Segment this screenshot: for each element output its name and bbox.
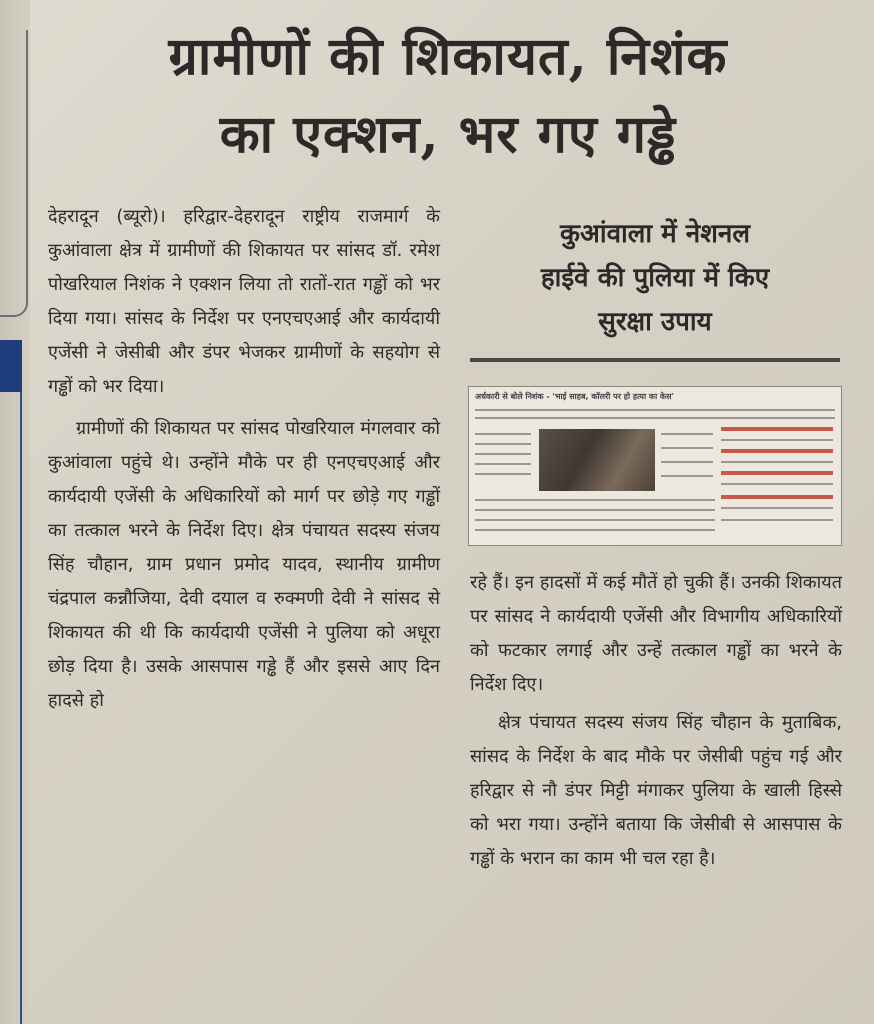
clipping-highlight [721,449,833,453]
headline-line-2: का एक्शन, भर गए गड्ढे [219,104,677,165]
clipping-text-line [721,461,833,463]
clipping-text-line [475,509,715,511]
clipping-text-line [475,417,835,419]
blue-rule [20,392,22,1024]
headline [48,18,848,174]
right-paragraph-2: क्षेत्र पंचायत सदस्य संजय सिंह चौहान के मुताबिक, सांसद के निर्देश के बाद मौके पर जेसीबी पहुंच गई और हरिद्वार से नौ डंपर मिट्टी मंगाकर पुलिया के खाली हिस्से को भरा गया। उन्होंने बताया कि जेसीबी से आसपास के गड्ढों के भरान का काम भी चल रहा है। [470,712,842,869]
right-column [470,566,842,876]
adjacent-box-border [0,30,28,317]
subheadline-line-2: हाईवे की पुलिया में किए [540,263,770,293]
clipping-text-line [721,507,833,509]
subheadline-line-1: कुआंवाला में नेशनल [560,219,750,249]
blue-marker [0,340,22,392]
left-column [48,200,440,718]
clipping-text-line [475,409,835,411]
clipping-caption: अर्धकारी से बोले निशंक - 'भाई साहब, कॉलरी पर हो हत्या का केस' [475,392,674,401]
headline-line-1: ग्रामीणों की शिकायत, निशंक [168,26,728,87]
clipping-text-line [475,473,531,475]
subheadline [470,212,840,344]
clipping-highlight [721,495,833,499]
section-rule [470,358,840,362]
clipping-text-line [721,483,833,485]
clipping-text-line [475,519,715,521]
clipping-text-line [475,453,531,455]
clipping-text-line [721,439,833,441]
clipping-text-line [475,463,531,465]
clipping-text-line [661,475,713,477]
clipping-text-line [721,519,833,521]
clipping-text-line [475,499,715,501]
clipping-text-line [661,461,713,463]
newspaper-clipping-image [468,386,842,546]
left-paragraph-1: देहरादून (ब्यूरो)। हरिद्वार-देहरादून राष्ट्रीय राजमार्ग के कुआंवाला क्षेत्र में ग्रामीणों की शिकायत पर सांसद डॉ. रमेश पोखरियाल निशंक ने एक्शन लिया तो रातों-रात गड्ढों को भर दिया गया। सांसद के निर्देश पर एनएचएआई और कार्यदायी एजेंसी ने जेसीबी और डंपर भेजकर ग्रामीणों के सहयोग से गड्ढों को भर दिया। [48,206,440,397]
clipping-highlight [721,427,833,431]
clipping-highlight [721,471,833,475]
clipping-text-line [661,447,713,449]
adjacent-column-edge [0,0,30,1024]
clipping-text-line [475,443,531,445]
left-paragraph-2: ग्रामीणों की शिकायत पर सांसद पोखरियाल मंगलवार को कुआंवाला पहुंचे थे। उन्होंने मौके पर ही एनएचएआई और कार्यदायी एजेंसी के अधिकारियों को मार्ग पर छोड़े गए गड्ढों का तत्काल भरने के निर्देश दिए। क्षेत्र पंचायत सदस्य संजय सिंह चौहान, ग्राम प्रधान प्रमोद यादव, स्थानीय ग्रामीण चंद्रपाल कन्नौजिया, देवी दयाल व रुक्मणी देवी ने सांसद से शिकायत की थी कि कार्यदायी एजेंसी ने पुलिया को अधूरा छोड़ दिया है। उसके आसपास गड्ढे हैं और इससे आए दिन हादसे हो [48,418,440,711]
clipping-text-line [475,433,531,435]
subheadline-line-3: सुरक्षा उपाय [598,307,712,337]
clipping-text-line [661,433,713,435]
clipping-photo [539,429,655,491]
right-paragraph-1: रहे हैं। इन हादसों में कई मौतें हो चुकी हैं। उनकी शिकायत पर सांसद ने कार्यदायी एजेंसी और विभागीय अधिकारियों को फटकार लगाई और उन्हें तत्काल गड्ढों का भरने के निर्देश दिए। [470,572,842,695]
clipping-text-line [475,529,715,531]
